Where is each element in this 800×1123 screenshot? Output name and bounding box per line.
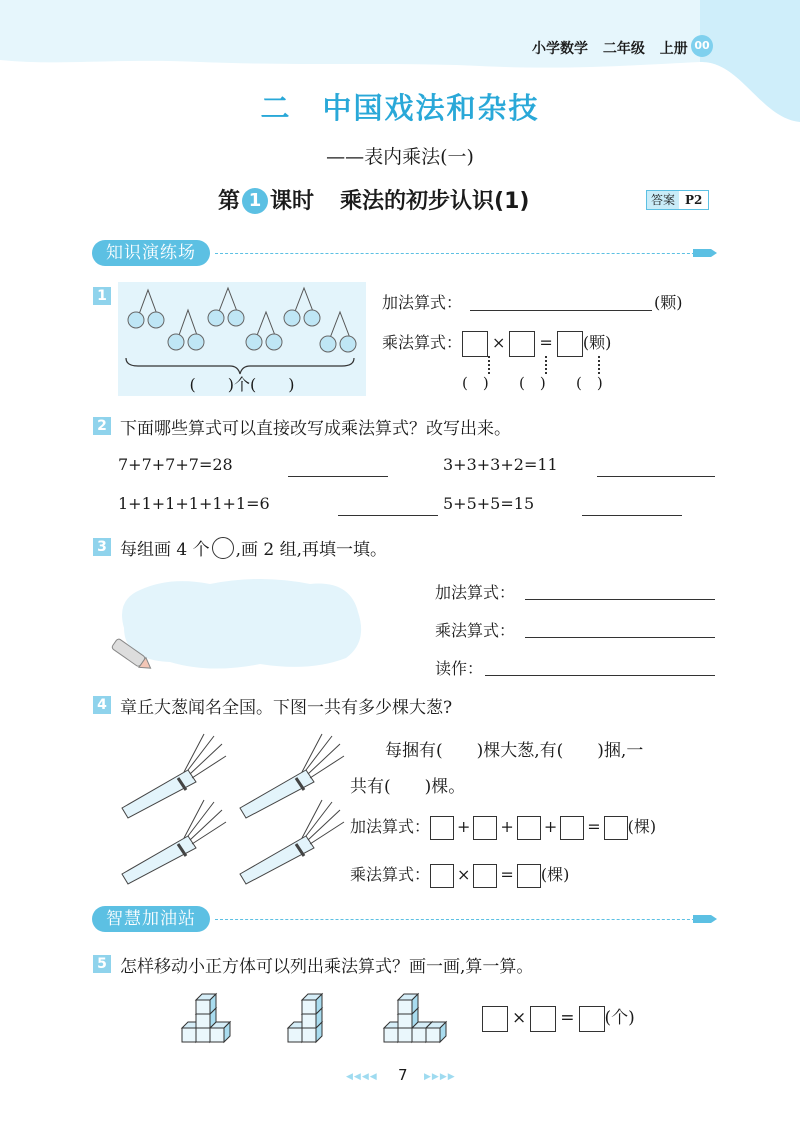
lesson-name: 乘法的初步认识(1) <box>340 189 530 214</box>
header-term: 上册 <box>659 41 688 57</box>
scallion-illustration <box>118 730 358 890</box>
q3-add-line[interactable] <box>525 599 715 600</box>
pencil-icon <box>693 247 717 259</box>
q4-add-label: 加法算式： <box>350 817 431 836</box>
section-practice: 知识演练场 <box>92 240 210 266</box>
answer-page: P2 <box>685 193 703 207</box>
q2-answer-line-4[interactable] <box>582 515 682 516</box>
q1-box-a[interactable] <box>462 331 488 357</box>
section-divider <box>215 253 705 254</box>
q4-mul-box-3[interactable] <box>517 864 541 888</box>
q1-below-b: ( ) <box>519 374 546 392</box>
q4-plus-2: + <box>500 817 514 836</box>
q3-text-a: 每组画 4 个 <box>120 540 210 560</box>
header-grade: 二年级 <box>602 41 645 57</box>
q3-text <box>120 535 387 560</box>
q4-mul-unit: (棵) <box>540 865 570 884</box>
q4-add-box-5[interactable] <box>604 816 628 840</box>
pencil-icon-2 <box>693 913 717 925</box>
answer-ref[interactable] <box>646 190 709 210</box>
q2-item-2: 3+3+3+2=11 <box>443 455 558 474</box>
q1-brace-label: ( )个( ) <box>189 375 295 394</box>
q4-add-box-2[interactable] <box>473 816 497 840</box>
section-wisdom: 智慧加油站 <box>92 906 210 932</box>
answer-label: 答案 <box>647 191 679 209</box>
q1-number: 1 <box>93 287 111 305</box>
footer-right-arrows: ▶▶▶▶ <box>424 1072 456 1082</box>
lesson-suffix: 课时 <box>270 189 315 214</box>
q2-item-4: 5+5+5=15 <box>443 494 535 513</box>
q1-below-a: ( ) <box>462 374 489 392</box>
q3-add-label: 加法算式： <box>435 583 516 602</box>
q4-equals-1: = <box>587 817 601 836</box>
q4-text: 章丘大葱闻名全国。下图一共有多少棵大葱? <box>120 698 453 718</box>
q4-equals-2: = <box>500 865 514 884</box>
q3-mul-line[interactable] <box>525 637 715 638</box>
q1-box-c[interactable] <box>557 331 583 357</box>
q4-add-box-1[interactable] <box>430 816 454 840</box>
header-page-badge: 00 <box>691 35 713 57</box>
q4-times: × <box>457 865 471 884</box>
q1-mul-row <box>382 330 611 357</box>
q4-add-box-3[interactable] <box>517 816 541 840</box>
q3-read-line[interactable] <box>485 675 715 676</box>
q4-add-box-4[interactable] <box>560 816 584 840</box>
q2-item-1: 7+7+7+7=28 <box>118 455 233 474</box>
q1-below-c: ( ) <box>576 374 603 392</box>
q5-box-3[interactable] <box>579 1006 605 1032</box>
cube-figure-2 <box>288 994 322 1042</box>
lesson-title <box>218 184 529 215</box>
q2-number: 2 <box>93 417 111 435</box>
q1-mul-unit: (颗) <box>582 333 612 352</box>
q4-add-row <box>350 814 656 840</box>
lesson-number: 1 <box>242 188 268 214</box>
q1-mul-label: 乘法算式： <box>382 333 463 352</box>
q4-mul-label: 乘法算式： <box>350 865 431 884</box>
q4-add-unit: (棵) <box>627 817 657 836</box>
q1-box-b[interactable] <box>509 331 535 357</box>
q1-add-label: 加法算式： <box>382 293 463 312</box>
cube-figure-1 <box>182 994 230 1042</box>
q5-number: 5 <box>93 955 111 973</box>
cube-figures <box>176 986 466 1046</box>
q5-box-2[interactable] <box>530 1006 556 1032</box>
scallion-bundle-2 <box>240 734 344 818</box>
q1-times: × <box>492 333 506 352</box>
q4-plus-1: + <box>457 817 471 836</box>
q3-number: 3 <box>93 538 111 556</box>
scallion-bundle-1 <box>122 734 226 818</box>
section-divider-2 <box>215 919 705 920</box>
q1-add-line[interactable] <box>470 310 652 311</box>
unit-title: 二 中国戏法和杂技 <box>260 91 540 125</box>
q5-equals: = <box>560 1008 575 1028</box>
footer-left-arrows: ◀◀◀◀ <box>346 1072 378 1082</box>
q5-text: 怎样移动小正方体可以列出乘法算式？画一画,算一算。 <box>120 957 534 977</box>
q4-number: 4 <box>93 696 111 714</box>
circle-icon <box>212 537 234 559</box>
q5-unit: (个) <box>604 1008 635 1028</box>
q1-add-unit: (颗) <box>654 293 683 312</box>
unit-subtitle: ——表内乘法(一) <box>326 146 474 168</box>
q4-mul-box-2[interactable] <box>473 864 497 888</box>
q4-mul-box-1[interactable] <box>430 864 454 888</box>
header-subject: 小学数学 <box>532 41 588 57</box>
q5-box-1[interactable] <box>482 1006 508 1032</box>
q3-mul-label: 乘法算式： <box>435 621 516 640</box>
q2-answer-line-1[interactable] <box>288 476 388 477</box>
drawing-cloud[interactable] <box>110 572 370 682</box>
q2-item-3: 1+1+1+1+1+1=6 <box>118 494 270 513</box>
q5-times: × <box>512 1008 527 1028</box>
q5-eq-row <box>482 1003 635 1032</box>
q4-line2: 共有( )棵。 <box>350 777 466 797</box>
header-info <box>532 38 688 58</box>
q4-plus-3: + <box>543 817 558 836</box>
q4-mul-row <box>350 862 569 888</box>
q3-read-label: 读作： <box>435 659 484 678</box>
footer-page-number: 7 <box>398 1066 408 1084</box>
q1-equals: = <box>539 333 553 352</box>
q2-answer-line-3[interactable] <box>338 515 438 516</box>
q2-answer-line-2[interactable] <box>597 476 715 477</box>
cube-figure-3 <box>384 994 446 1042</box>
q3-text-b: ,画 2 组,再填一填。 <box>235 540 388 560</box>
q2-text: 下面哪些算式可以直接改写成乘法算式？改写出来。 <box>120 419 511 439</box>
lesson-prefix: 第 <box>218 189 241 214</box>
q4-line1: 每捆有( )棵大葱,有( )捆,一 <box>385 741 644 761</box>
